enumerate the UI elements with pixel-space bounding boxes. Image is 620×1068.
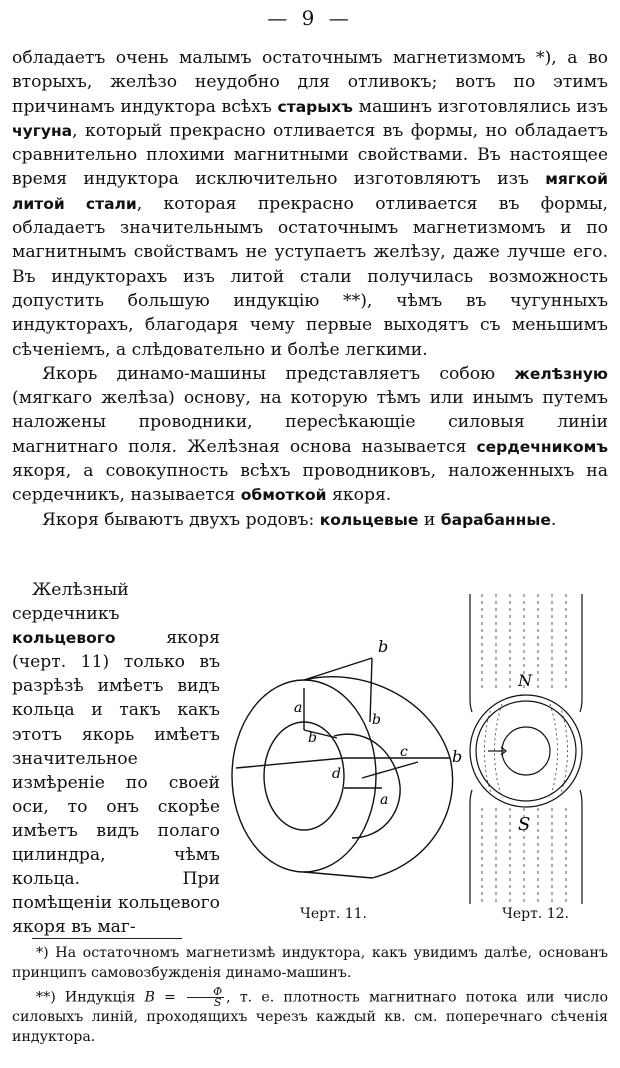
figure-section bbox=[12, 578, 612, 938]
bold-term: барабанные bbox=[440, 510, 551, 529]
formula-equals: = bbox=[154, 989, 186, 1006]
footnote-divider bbox=[32, 938, 182, 939]
figure-11-ring-armature bbox=[222, 638, 467, 903]
formula-variable: B bbox=[144, 989, 155, 1006]
bold-term: сердечникомъ bbox=[476, 437, 608, 456]
paragraph-3 bbox=[12, 508, 608, 532]
text-run: машинъ изготовлялись изъ bbox=[352, 96, 608, 117]
main-text bbox=[12, 46, 608, 532]
text-run: , т. е. плотность магнитнаго потока или число силовыхъ линій, проходящихъ черезъ каждый кв. см. поперечнаго сѣченія индуктора. bbox=[12, 989, 608, 1045]
bold-term: обмоткой bbox=[240, 486, 327, 505]
text-run: , которая прекрасно отливается въ формы, обладаетъ значительнымъ остаточнымъ магнетизмомъ и по магнитнымъ свойствамъ не уступаетъ желѣзу, даже лучше его. Въ индукторахъ изъ литой стали получилась возможность допустить большую индукцію **), чѣмъ въ чугунныхъ индукторахъ, благодаря чему первые выходятъ съ меньшимъ сѣченіемъ, а слѣдовательно и болѣе легкими. bbox=[12, 193, 608, 360]
bold-term: мягкой литой стали bbox=[12, 170, 608, 213]
paragraph-2 bbox=[12, 362, 608, 508]
fig11-label: b bbox=[378, 638, 389, 656]
text-run: якоря. bbox=[326, 485, 392, 506]
text-run: (мягкаго желѣза) основу, на которую тѣмъ или инымъ путемъ наложены проводники, пересѣкающіе силовыя линіи магнитнаго поля. Желѣзная основа называется bbox=[12, 388, 608, 457]
formula-fraction bbox=[187, 987, 224, 1008]
bold-term: кольцевого bbox=[12, 629, 116, 648]
figure-12-field-lines bbox=[462, 594, 602, 904]
text-run: и bbox=[418, 509, 441, 530]
fig11-label: b bbox=[372, 712, 381, 728]
fig11-label: b bbox=[308, 730, 317, 746]
fraction-numerator: Φ bbox=[187, 987, 224, 998]
footnote-1: *) На остаточномъ магнетизмѣ индуктора, какъ увидимъ далѣе, основанъ принципъ самовозбужденія динамо-машинъ. bbox=[12, 945, 608, 981]
bold-term: старыхъ bbox=[277, 97, 353, 116]
text-run: **) Индукція bbox=[36, 989, 145, 1006]
fig11-label: d bbox=[332, 766, 341, 782]
text-run: . bbox=[550, 509, 557, 530]
fig11-label: a bbox=[380, 792, 389, 808]
bold-term: желѣзную bbox=[514, 364, 608, 383]
text-run: якоря, а совокупность всѣхъ проводниковъ, наложенныхъ на сердечникъ, называется bbox=[12, 461, 608, 506]
text-run: якоря (черт. 11) только въ разрѣзѣ имѣетъ видъ кольца и такъ какъ этотъ якорь имѣетъ значительное измѣреніе по своей оси, то онъ скорѣе имѣетъ видъ полаго цилиндра, чѣмъ кольца. При помѣщеніи кольцевого якоря въ маг- bbox=[12, 628, 220, 938]
bold-term: кольцевые bbox=[319, 510, 419, 529]
text-run: , который прекрасно отливается въ формы, но обладаетъ сравнительно плохими магнитными свойствами. Въ настоящее время индуктора исключительно изготовляютъ изъ bbox=[12, 120, 608, 190]
paragraph-1 bbox=[12, 46, 608, 362]
text-run: Якорь динамо-машины представляетъ собою bbox=[42, 363, 515, 384]
page-number: — 9 — bbox=[267, 6, 353, 30]
bold-term: чугуна bbox=[12, 121, 73, 140]
side-paragraph bbox=[12, 578, 220, 939]
fig11-label: c bbox=[400, 744, 408, 760]
text-run: Желѣзный сердечникъ bbox=[12, 580, 129, 625]
fig11-label: b bbox=[452, 747, 463, 766]
footnotes bbox=[12, 944, 608, 1051]
figure-12-caption: Черт. 12. bbox=[502, 906, 569, 922]
pole-label-south: S bbox=[518, 814, 531, 835]
paragraph-4 bbox=[12, 578, 220, 939]
footnote-2 bbox=[12, 987, 608, 1047]
fig11-label: a bbox=[294, 700, 303, 716]
text-run: Якоря бываютъ двухъ родовъ: bbox=[42, 509, 320, 530]
figure-11-caption: Черт. 11. bbox=[300, 906, 367, 922]
pole-label-north: N bbox=[518, 671, 532, 690]
fraction-denominator: S bbox=[213, 996, 222, 1009]
text-run: обладаетъ очень малымъ остаточнымъ магнетизмомъ *), а во вторыхъ, желѣзо неудобно для отливокъ; вотъ по этимъ причинамъ индуктора всѣхъ bbox=[12, 48, 608, 117]
